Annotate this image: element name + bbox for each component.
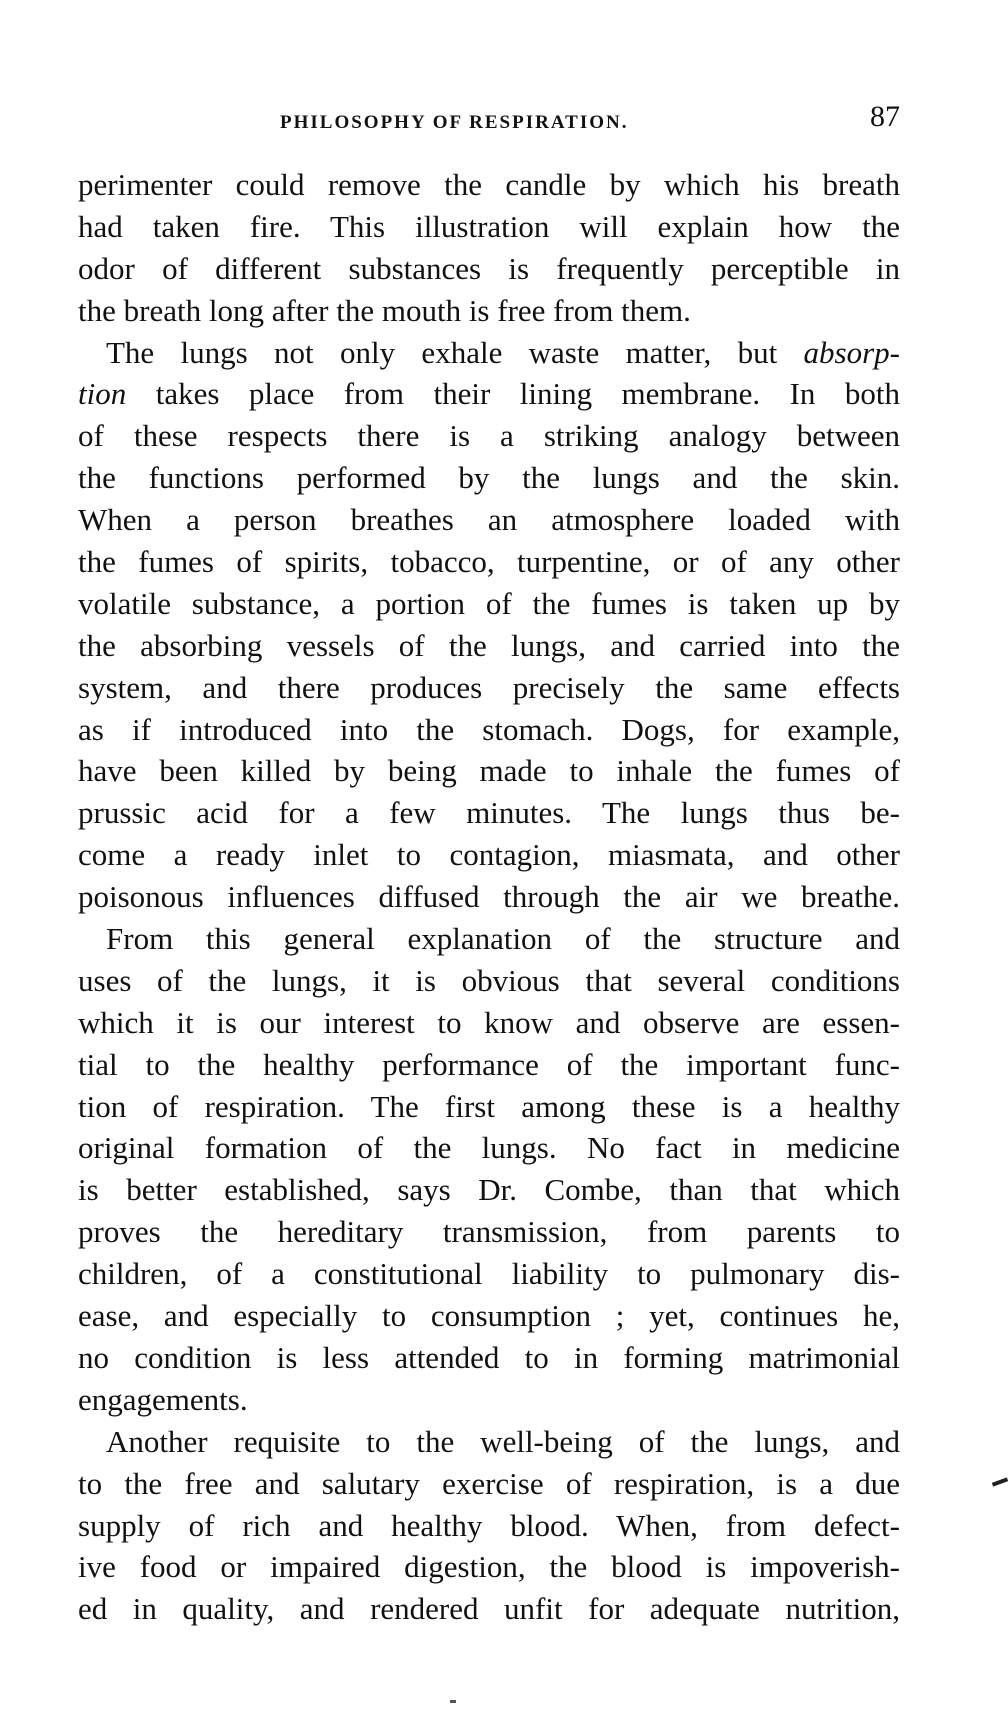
text-line: have been killed by being made to inhale the fumes of — [78, 753, 900, 789]
text-line: system, and there produces precisely the same effects — [78, 669, 900, 705]
text-line: to the free and salutary exercise of respiration, is a due — [78, 1465, 900, 1501]
text-line: ease, and especially to consumption ; yet, continues he, — [78, 1298, 900, 1334]
text-line: perimenter could remove the candle by which his breath — [78, 167, 900, 202]
text-line: tial to the healthy performance of the important func- — [78, 1046, 900, 1082]
text-line: From this general explanation of the structure and — [106, 921, 900, 957]
text-line: engagements. — [78, 1381, 248, 1417]
text-line: as if introduced into the stomach. Dogs, for example, — [78, 711, 900, 747]
running-title: PHILOSOPHY OF RESPIRATION. — [280, 112, 629, 133]
ink-speck — [450, 1700, 456, 1703]
text-line: no condition is less attended to in forming matrimonial — [78, 1339, 900, 1375]
text-line: come a ready inlet to contagion, miasmata, and other — [78, 837, 900, 873]
page-number: 87 — [870, 100, 900, 133]
text-line: the breath long after the mouth is free from them. — [78, 292, 691, 328]
margin-ink-mark — [992, 1477, 1008, 1486]
italic-word: tion — [78, 376, 127, 412]
text-line: original formation of the lungs. No fact in medicine — [78, 1130, 900, 1166]
text-line: children, of a constitutional liability to pulmonary dis- — [78, 1256, 900, 1292]
text-line: of these respects there is a striking analogy between — [78, 418, 900, 454]
italic-word: absorp- — [803, 334, 900, 370]
text-line: uses of the lungs, it is obvious that several conditions — [78, 962, 900, 998]
text-line: is better established, says Dr. Combe, than that which — [78, 1172, 900, 1208]
text-line: which it is our interest to know and observe are essen- — [78, 1004, 900, 1040]
text-line: odor of different substances is frequently perceptible in — [78, 250, 900, 286]
text-line: ive food or impaired digestion, the blood is impoverish- — [78, 1549, 900, 1585]
text-line: poisonous influences diffused through the air we breathe. — [78, 879, 900, 915]
text-line: When a person breathes an atmosphere loaded with — [78, 502, 900, 538]
text-run: The lungs not only exhale waste matter, but — [106, 334, 804, 370]
text-line — [78, 373, 900, 415]
text-line: supply of rich and healthy blood. When, from defect- — [78, 1507, 900, 1543]
text-run: takes place from their lining membrane. In both — [126, 376, 900, 412]
text-line: the fumes of spirits, tobacco, turpentine, or of any other — [78, 544, 900, 580]
text-line: Another requisite to the well-being of the lungs, and — [106, 1423, 900, 1459]
text-line: the absorbing vessels of the lungs, and carried into the — [78, 627, 900, 663]
text-line: had taken fire. This illustration will explain how the — [78, 208, 900, 244]
text-line: volatile substance, a portion of the fumes is taken up by — [78, 585, 900, 621]
text-line — [78, 332, 900, 374]
text-line: tion of respiration. The first among these is a healthy — [78, 1088, 900, 1124]
body-text — [78, 164, 900, 1630]
running-head — [80, 100, 900, 140]
text-line: proves the hereditary transmission, from parents to — [78, 1214, 900, 1250]
text-line: ed in quality, and rendered unfit for adequate nutrition, — [78, 1591, 900, 1627]
text-line: prussic acid for a few minutes. The lungs thus be- — [78, 795, 900, 831]
text-line: the functions performed by the lungs and the skin. — [78, 460, 900, 496]
